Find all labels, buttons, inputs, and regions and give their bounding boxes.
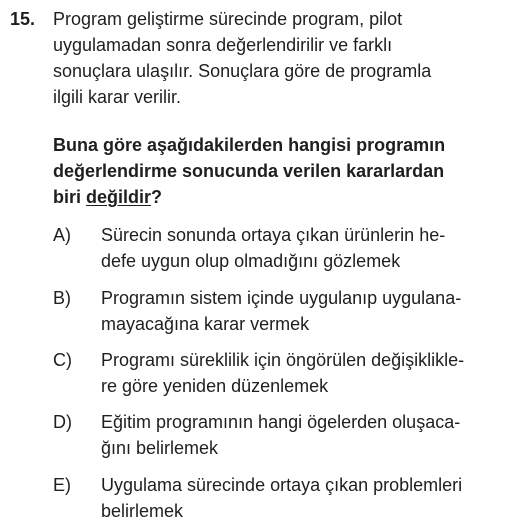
option-letter: A) (53, 225, 71, 245)
option-letter: D) (53, 412, 72, 432)
option-letter: C) (53, 350, 72, 370)
stem-line: Program geliştirme sürecinde program, pilot (53, 9, 403, 29)
option-text (101, 347, 516, 399)
option-line: ğını belirlemek (101, 438, 219, 458)
option-line: Eğitim programının hangi ögelerden oluşaca- (101, 412, 461, 432)
prompt-line (53, 184, 508, 210)
prompt-text: biri (53, 187, 87, 207)
option-line: re göre yeniden düzenlemek (101, 376, 329, 396)
option-text (101, 409, 516, 461)
option-line: Programı süreklilik için öngörülen değişiklikle- (101, 350, 465, 370)
option-text (101, 472, 516, 524)
option-line: belirlemek (101, 501, 184, 521)
option-line: mayacağına karar vermek (101, 314, 310, 334)
stem-line: ilgili karar verilir. (53, 87, 182, 107)
stem-line: sonuçlara ulaşılır. Sonuçlara göre de programla (53, 61, 432, 81)
option-line: defe uygun olup olmadığını gözlemek (101, 251, 401, 271)
option-text (101, 222, 516, 274)
negation-word: değildir (86, 187, 152, 207)
option-letter: B) (53, 288, 71, 308)
prompt-line: değerlendirme sonucunda verilen kararlardan (53, 161, 445, 181)
question-stem (53, 6, 503, 110)
stem-line: uygulamadan sonra değerlendirilir ve farklı (53, 35, 393, 55)
option-line: Sürecin sonunda ortaya çıkan ürünlerin he- (101, 225, 446, 245)
option-line: Uygulama sürecinde ortaya çıkan problemleri (101, 475, 463, 495)
question-number: 15. (10, 9, 36, 29)
prompt-line: Buna göre aşağıdakilerden hangisi programın (53, 135, 446, 155)
question-prompt (53, 132, 508, 210)
option-letter: E) (53, 475, 71, 495)
option-text (101, 285, 516, 337)
option-line: Programın sistem içinde uygulanıp uygulana- (101, 288, 462, 308)
question-mark: ? (151, 187, 163, 207)
